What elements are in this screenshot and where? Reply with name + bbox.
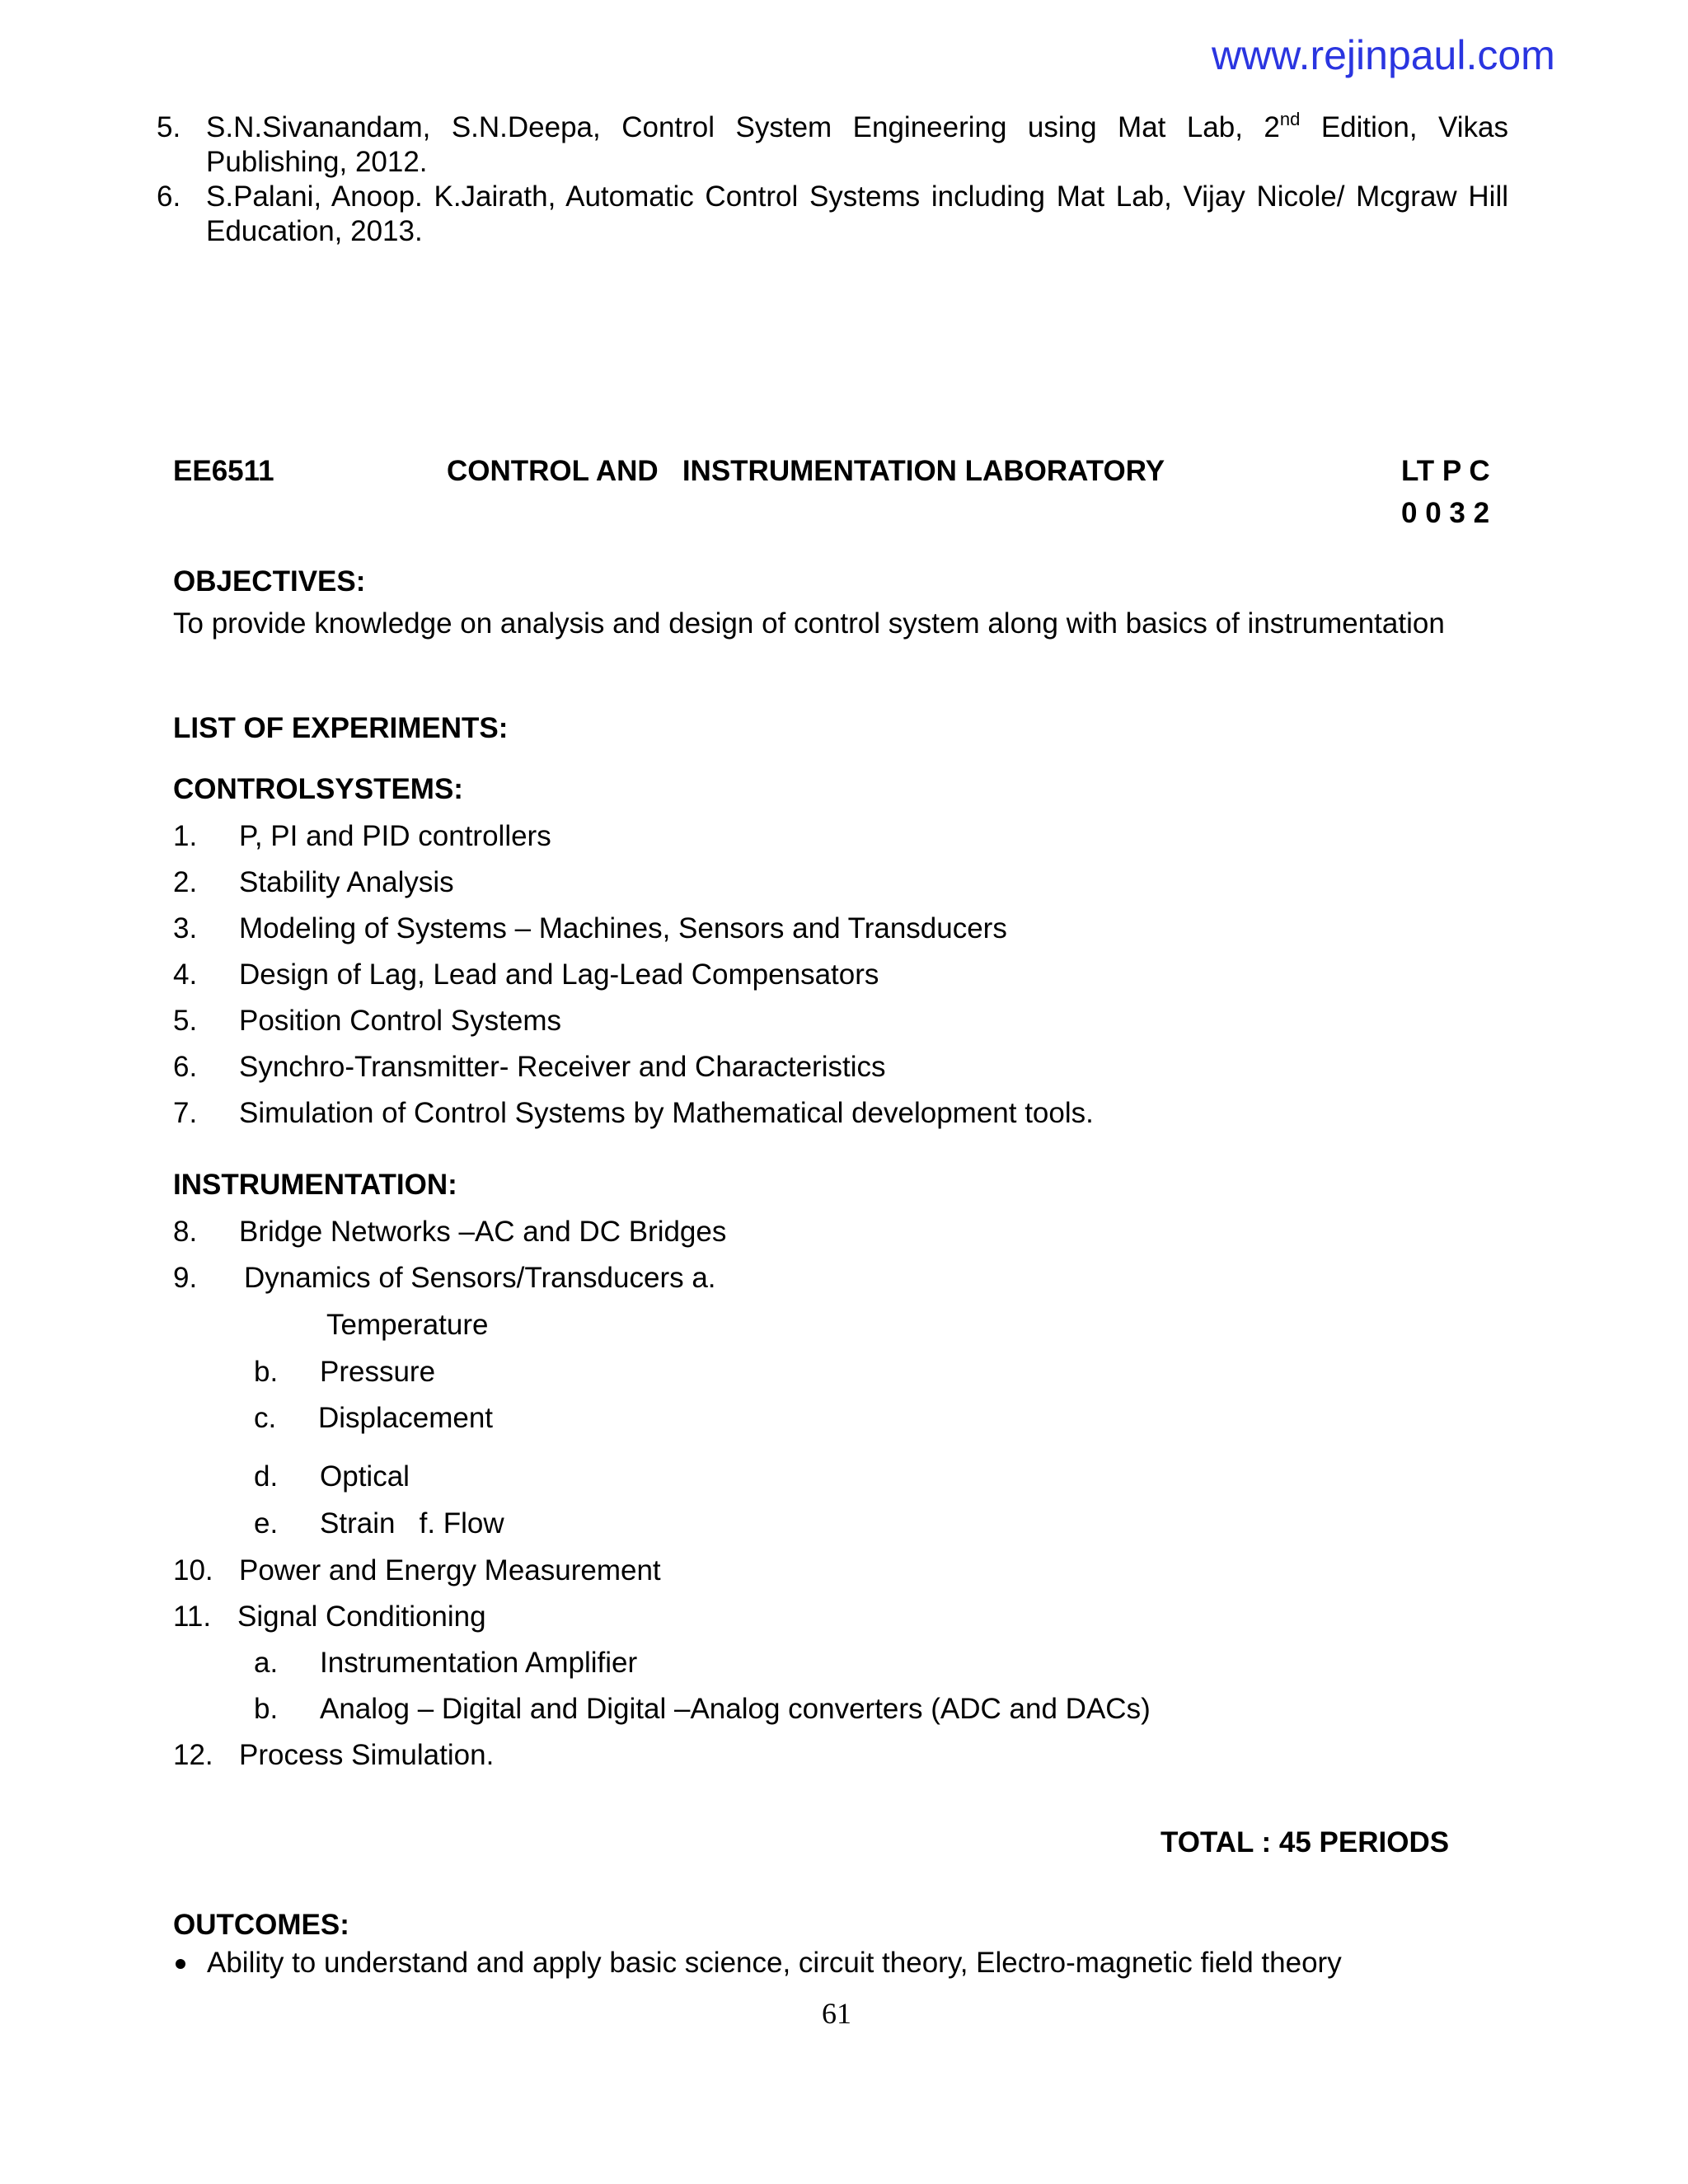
instrumentation-heading: INSTRUMENTATION: [173, 1169, 457, 1201]
course-code: EE6511 [173, 455, 274, 487]
ltpc-label: LT P C [1401, 455, 1490, 487]
objectives-heading: OBJECTIVES: [173, 565, 366, 598]
course-title: CONTROL AND INSTRUMENTATION LABORATORY [447, 455, 1165, 487]
sub-item-temperature: Temperature [326, 1309, 489, 1341]
reference-text: S.Palani, Anoop. K.Jairath, Automatic Control Systems including Mat Lab, Vijay Nicole/ Mcgraw Hill Education, 2013. [206, 180, 1508, 247]
reference-number: 5. [157, 111, 181, 143]
reference-5 [157, 110, 1508, 180]
ltpc-values: 0 0 3 2 [1401, 497, 1490, 529]
reference-number: 6. [157, 180, 181, 213]
watermark-url[interactable]: www.rejinpaul.com [1212, 32, 1555, 78]
total-periods: TOTAL : 45 PERIODS [1160, 1826, 1450, 1858]
experiments-heading: LIST OF EXPERIMENTS: [173, 712, 509, 744]
control-systems-heading: CONTROLSYSTEMS: [173, 773, 463, 805]
reference-text: S.N.Sivanandam, S.N.Deepa, Control System Engineering using Mat Lab, 2nd Edition, Vikas Publishing, 2012. [206, 109, 1508, 178]
objectives-text: To provide knowledge on analysis and design of control system along with basics of instrumentation [173, 607, 1445, 640]
reference-6 [157, 180, 1508, 249]
page-number: 61 [822, 1997, 851, 2030]
outcomes-heading: OUTCOMES: [173, 1909, 349, 1941]
bullet-icon [176, 1959, 185, 1969]
superscript: nd [1279, 109, 1301, 129]
